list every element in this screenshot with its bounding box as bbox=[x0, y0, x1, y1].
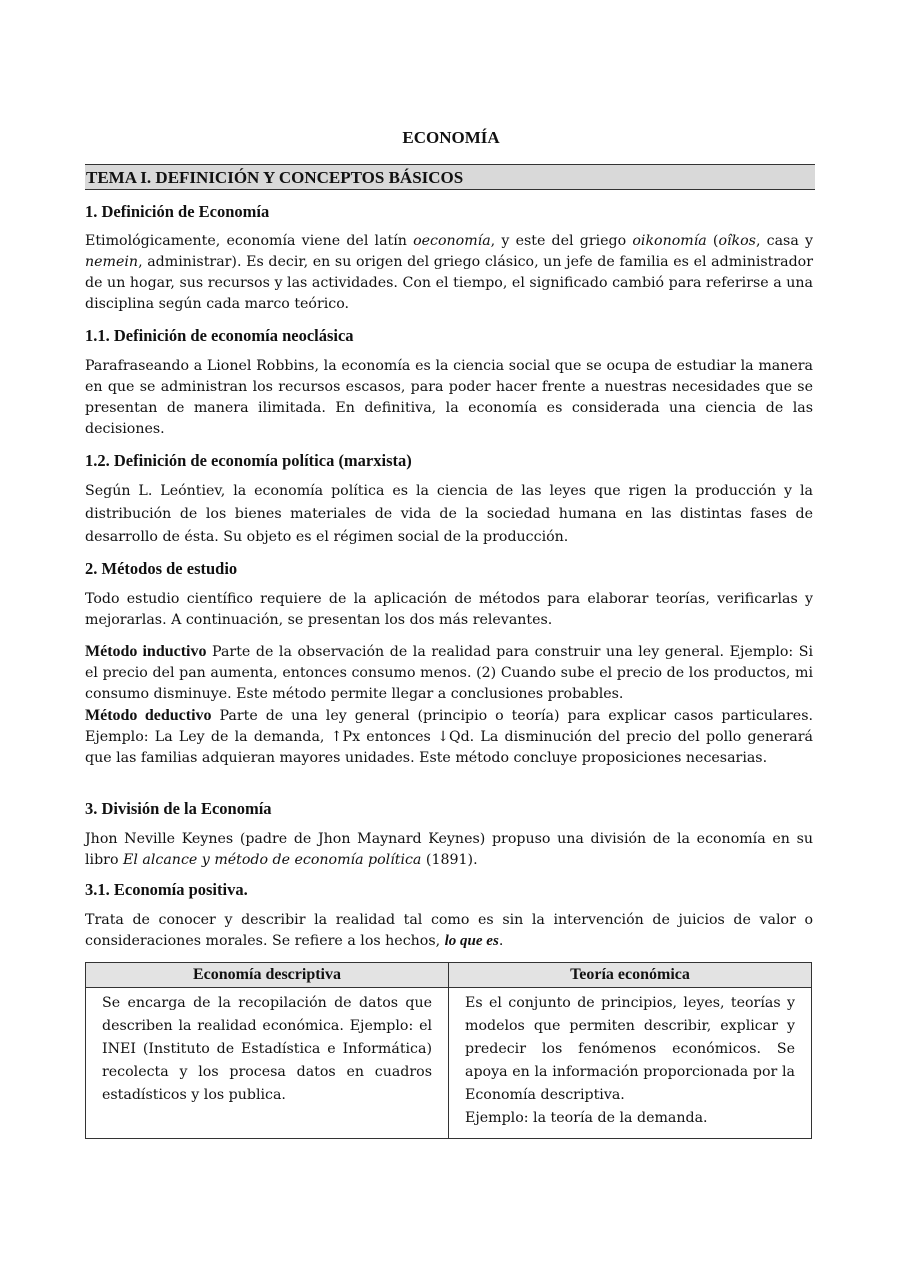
section-3-1-heading: 3.1. Economía positiva. bbox=[85, 880, 248, 899]
economia-positiva-table bbox=[85, 962, 812, 1139]
table-cell: Es el conjunto de principios, leyes, teorías y modelos que permiten describir, explicar y predecir los fenómenos económicos. Se apoya en la información proporcionada por la Economía descriptiva. Ejemplo: la teoría de la demanda. bbox=[449, 988, 812, 1139]
table-header-cell: Teoría económica bbox=[449, 963, 812, 988]
arrow-down-icon: ↓ bbox=[437, 729, 449, 745]
section-1-1-paragraph: Parafraseando a Lionel Robbins, la economía es la ciencia social que se ocupa de estudiar la manera en que se administran los recursos escasos, para poder hacer frente a nuestras necesidades que se presentan de manera ilimitada. En definitiva, la economía es considerada una ciencia de las decisiones. bbox=[85, 358, 813, 437]
table-header-row bbox=[86, 963, 812, 988]
section-1-heading: 1. Definición de Economía bbox=[85, 202, 270, 221]
table-row bbox=[86, 988, 812, 1139]
section-3-paragraph: Jhon Neville Keynes (padre de Jhon Maynard Keynes) propuso una división de la economía en su libro El alcance y método de economía política (1891). bbox=[85, 831, 813, 868]
table-header-cell: Economía descriptiva bbox=[86, 963, 449, 988]
section-3-heading: 3. División de la Economía bbox=[85, 799, 272, 818]
table-cell: Se encarga de la recopilación de datos que describen la realidad económica. Ejemplo: el INEI (Instituto de Estadística e Informática) recolecta y los procesa datos en cuadros estadísticos y los publica. bbox=[86, 988, 449, 1139]
document-title: ECONOMÍA bbox=[402, 128, 500, 147]
method-inductive-paragraph: Método inductivo Parte de la observación de la realidad para construir una ley general. Ejemplo: Si el precio del pan aumenta, entonces consumo menos. (2) Cuando sube el precio de los productos, mi consumo disminuye. Este método permite llegar a conclusiones probables. bbox=[85, 643, 813, 702]
tema-heading: TEMA I. DEFINICIÓN Y CONCEPTOS BÁSICOS bbox=[85, 164, 815, 190]
section-3-1-paragraph: Trata de conocer y describir la realidad tal como es sin la intervención de juicios de valor o consideraciones morales. Se refiere a los hechos, lo que es. bbox=[85, 912, 813, 949]
method-inductive-label: Método inductivo bbox=[85, 643, 207, 660]
section-1-2-heading: 1.2. Definición de economía política (marxista) bbox=[85, 451, 412, 470]
method-deductive-label: Método deductivo bbox=[85, 707, 212, 724]
section-1-paragraph: Etimológicamente, economía viene del latín oeconomía, y este del griego oikonomía (oîkos, casa y nemein, administrar). Es decir, en su origen del griego clásico, un jefe de familia es el administrador de un hogar, sus recursos y las actividades. Con el tiempo, el significado cambió para referirse a una disciplina según cada marco teórico. bbox=[85, 233, 813, 312]
arrow-up-icon: ↑ bbox=[330, 729, 343, 745]
section-1-1-heading: 1.1. Definición de economía neoclásica bbox=[85, 326, 354, 345]
section-2-heading: 2. Métodos de estudio bbox=[85, 559, 238, 578]
section-1-2-paragraph: Según L. Leóntiev, la economía política es la ciencia de las leyes que rigen la producción y la distribución de los bienes materiales de vida de la sociedad humana en las distintas fases de desarrollo de ésta. Su objeto es el régimen social de la producción. bbox=[85, 483, 813, 545]
section-2-intro: Todo estudio científico requiere de la aplicación de métodos para elaborar teorías, verificarlas y mejorarlas. A continuación, se presentan los dos más relevantes. bbox=[85, 591, 813, 628]
method-deductive-paragraph: Método deductivo Parte de una ley general (principio o teoría) para explicar casos particulares. Ejemplo: La Ley de la demanda, ↑Px entonces ↓Qd. La disminución del precio del pollo generará que las familias adquieran mayores unidades. Este método concluye proposiciones necesarias. bbox=[85, 707, 813, 766]
